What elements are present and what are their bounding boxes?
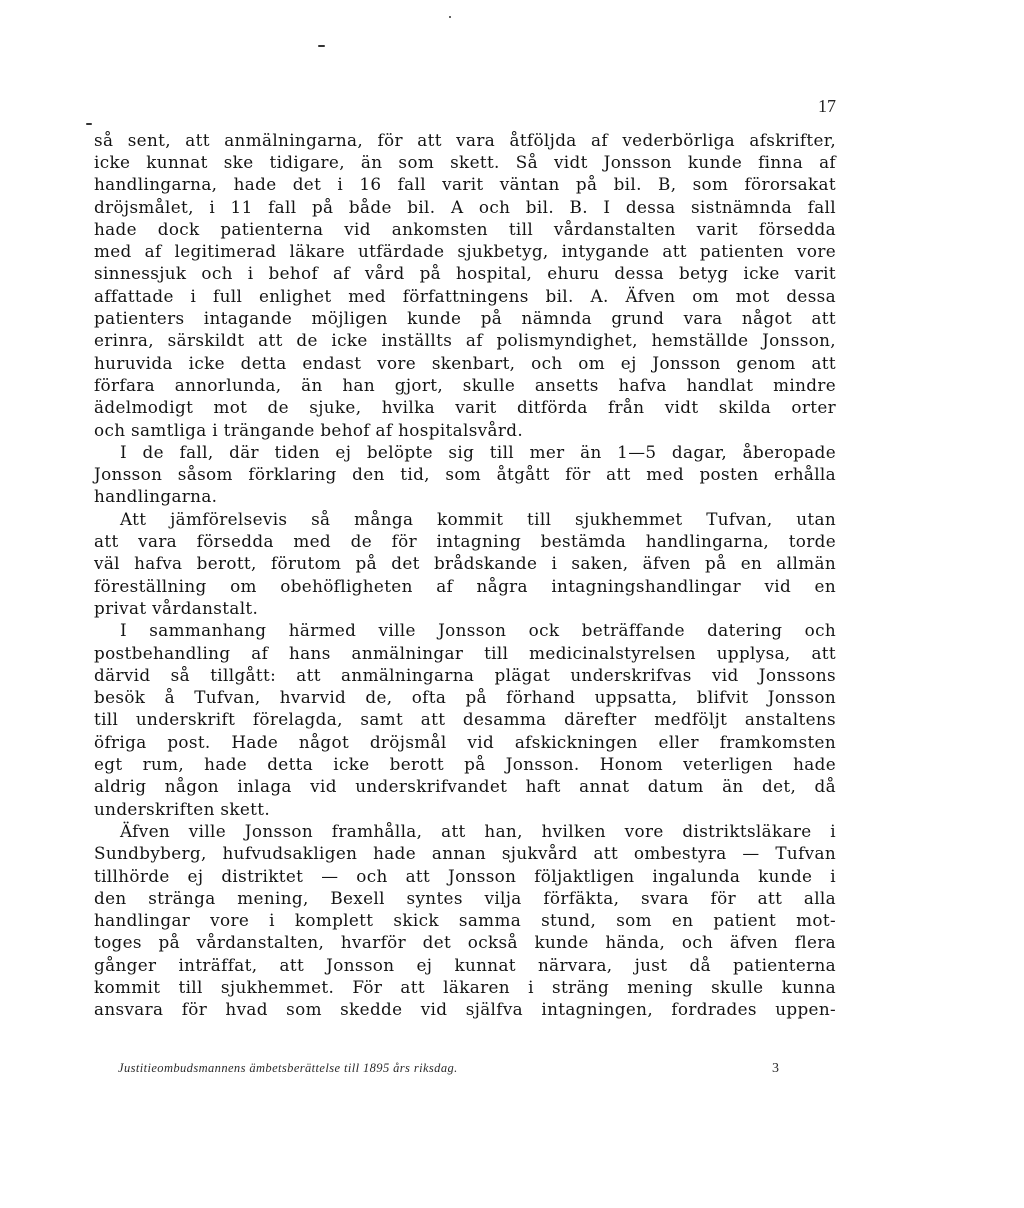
text-line: I sammanhang härmed ville Jonsson ock beträffande datering och	[120, 620, 836, 641]
text-line: aldrig någon inlaga vid underskrifvandet haft annat datum än det, då	[94, 776, 836, 797]
text-line: förfara annorlunda, än han gjort, skulle ansetts hafva handlat mindre	[94, 374, 836, 395]
text-line: föreställning om obehöfligheten af några intagningshandlingar vid en	[94, 575, 836, 596]
text-line: postbehandling af hans anmälningar till medicinalstyrelsen upplysa, att	[94, 642, 836, 663]
text-line: handlingarna.	[94, 486, 218, 507]
text-line: så sent, att anmälningarna, för att vara åtföljda af vederbörliga afskrifter,	[94, 130, 836, 150]
text-line: I de fall, där tiden ej belöpte sig till mer än 1—5 dagar, åberopade	[120, 441, 836, 462]
scan-speck	[449, 16, 451, 18]
text-line: till underskrift förelagda, samt att desamma därefter medföljt anstaltens	[94, 709, 836, 730]
text-line: Äfven ville Jonsson framhålla, att han, hvilken vore distriktsläkare i	[120, 820, 836, 841]
text-line: huruvida icke detta endast vore skenbart, och om ej Jonsson genom att	[94, 352, 836, 373]
text-line: icke kunnat ske tidigare, än som skett. Så vidt Jonsson kunde finna af	[94, 152, 836, 172]
text-line: affattade i full enlighet med författningens bil. A. Äfven om mot dessa	[94, 285, 836, 306]
text-line: underskriften skett.	[94, 798, 271, 819]
signature-mark: 3	[772, 1061, 779, 1076]
text-line: därvid så tillgått: att anmälningarna plägat underskrifvas vid Jonssons	[94, 664, 836, 685]
text-line: besök å Tufvan, hvarvid de, ofta på förhand uppsatta, blifvit Jonsson	[94, 687, 836, 708]
text-line: gånger inträffat, att Jonsson ej kunnat närvara, just då patienterna	[94, 954, 836, 975]
text-line: sinnessjuk och i behof af vård på hospital, ehuru dessa betyg icke varit	[94, 263, 836, 284]
text-line: Jonsson såsom förklaring den tid, som åtgått för att med posten erhålla	[94, 464, 836, 485]
scan-speck	[318, 45, 325, 47]
text-line: öfriga post. Hade något dröjsmål vid afskickningen eller framkomsten	[94, 731, 836, 752]
text-line: egt rum, hade detta icke berott på Jonsson. Honom veterligen hade	[94, 754, 836, 775]
text-line: Sundbyberg, hufvudsakligen hade annan sjukvård att ombestyra — Tufvan	[94, 843, 836, 864]
text-line: hade dock patienterna vid ankomsten till vårdanstalten varit försedda	[94, 218, 836, 239]
page-number: 17	[818, 96, 836, 116]
footer-title: Justitieombudsmannens ämbetsberättelse till 1895 års riksdag.	[118, 1061, 458, 1075]
text-line: den stränga mening, Bexell syntes vilja förfäkta, svara för att alla	[94, 887, 836, 908]
text-line: kommit till sjukhemmet. För att läkaren i sträng mening skulle kunna	[94, 976, 836, 997]
text-line: dröjsmålet, i 11 fall på både bil. A och bil. B. I dessa sistnämnda fall	[94, 196, 836, 217]
text-line: med af legitimerad läkare utfärdade sjukbetyg, intygande att patienten vore	[94, 241, 836, 262]
page-body	[94, 151, 836, 1021]
text-line: och samtliga i trängande behof af hospitalsvård.	[94, 419, 523, 440]
text-line: handlingar vore i komplett skick samma stund, som en patient mot-	[94, 910, 836, 931]
scan-speck	[86, 123, 92, 125]
text-line: ädelmodigt mot de sjuke, hvilka varit ditförda från vidt skilda orter	[94, 397, 836, 418]
text-line: tillhörde ej distriktet — och att Jonsson följaktligen ingalunda kunde i	[94, 865, 836, 886]
text-line: toges på vårdanstalten, hvarför det också kunde hända, och äfven flera	[94, 932, 836, 953]
text-line: handlingarna, hade det i 16 fall varit väntan på bil. B, som förorsakat	[94, 174, 836, 195]
text-line: väl hafva berott, förutom på det brådskande i saken, äfven på en allmän	[94, 553, 836, 574]
text-line: privat vårdanstalt.	[94, 597, 259, 618]
text-line: patienters intagande möjligen kunde på nämnda grund vara något att	[94, 308, 836, 329]
text-line: Att jämförelsevis så många kommit till sjukhemmet Tufvan, utan	[120, 508, 836, 529]
text-line: att vara försedda med de för intagning bestämda handlingarna, torde	[94, 531, 836, 552]
text-line: erinra, särskildt att de icke inställts af polismyndighet, hemställde Jonsson,	[94, 330, 836, 351]
text-line: ansvara för hvad som skedde vid själfva intagningen, fordrades uppen-	[94, 999, 836, 1020]
